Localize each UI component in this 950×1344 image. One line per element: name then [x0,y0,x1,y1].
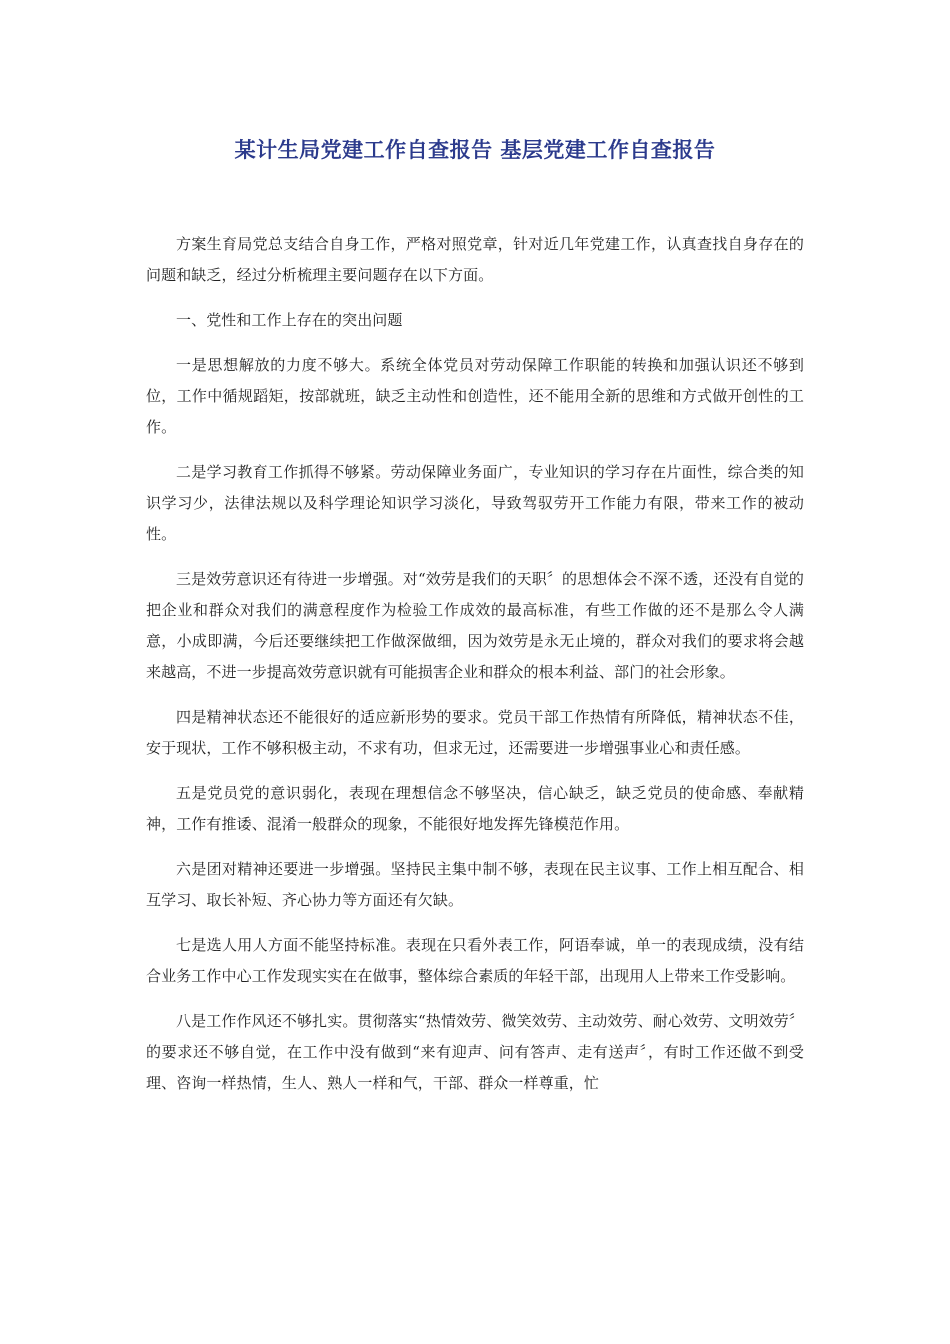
issue-paragraph-4: 四是精神状态还不能很好的适应新形势的要求。党员干部工作热情有所降低，精神状态不佳，安于现状，工作不够积极主动，不求有功，但求无过，还需要进一步增强事业心和责任感。 [146,708,804,757]
issue-paragraph-6: 六是团对精神还要进一步增强。坚持民主集中制不够，表现在民主议事、工作上相互配合、相互学习、取长补短、齐心协力等方面还有欠缺。 [146,860,804,909]
section-heading: 一、党性和工作上存在的突出问题 [176,311,403,329]
page-title: 某计生局党建工作自查报告 基层党建工作自查报告 [234,138,716,162]
issue-paragraph-2: 二是学习教育工作抓得不够紧。劳动保障业务面广，专业知识的学习存在片面性，综合类的知识学习少，法律法规以及科学理论知识学习淡化，导致驾驭劳开工作能力有限，带来工作的被动性。 [146,463,804,543]
issue-paragraph-8: 八是工作作风还不够扎实。贯彻落实“热情效劳、微笑效劳、主动效劳、耐心效劳、文明效劳〞的要求还不够自觉，在工作中没有做到“来有迎声、问有答声、走有送声〞，有时工作还做不到受理、咨询一样热情，生人、熟人一样和气，干部、群众一样尊重，忙 [146,1012,804,1092]
issue-paragraph-1: 一是思想解放的力度不够大。系统全体党员对劳动保障工作职能的转换和加强认识还不够到位，工作中循规蹈矩，按部就班，缺乏主动性和创造性，还不能用全新的思维和方式做开创性的工作。 [146,356,804,436]
intro-paragraph: 方案生育局党总支结合自身工作，严格对照党章，针对近几年党建工作，认真查找自身存在的问题和缺乏，经过分析梳理主要问题存在以下方面。 [146,235,804,284]
issue-paragraph-5: 五是党员党的意识弱化，表现在理想信念不够坚决，信心缺乏，缺乏党员的使命感、奉献精神，工作有推诿、混淆一般群众的现象，不能很好地发挥先锋模范作用。 [146,784,804,833]
issue-paragraph-7: 七是选人用人方面不能坚持标准。表现在只看外表工作，阿语奉诚，单一的表现成绩，没有结合业务工作中心工作发现实实在在做事，整体综合素质的年轻干部，出现用人上带来工作受影响。 [146,936,804,985]
document-body [146,229,804,1113]
issue-paragraph-3: 三是效劳意识还有待进一步增强。对“效劳是我们的天职〞的思想体会不深不透，还没有自觉的把企业和群众对我们的满意程度作为检验工作成效的最高标准，有些工作做的还不是那么令人满意，小成即满，今后还要继续把工作做深做细，因为效劳是永无止境的，群众对我们的要求将会越来越高，不进一步提高效劳意识就有可能损害企业和群众的根本利益、部门的社会形象。 [146,570,804,681]
